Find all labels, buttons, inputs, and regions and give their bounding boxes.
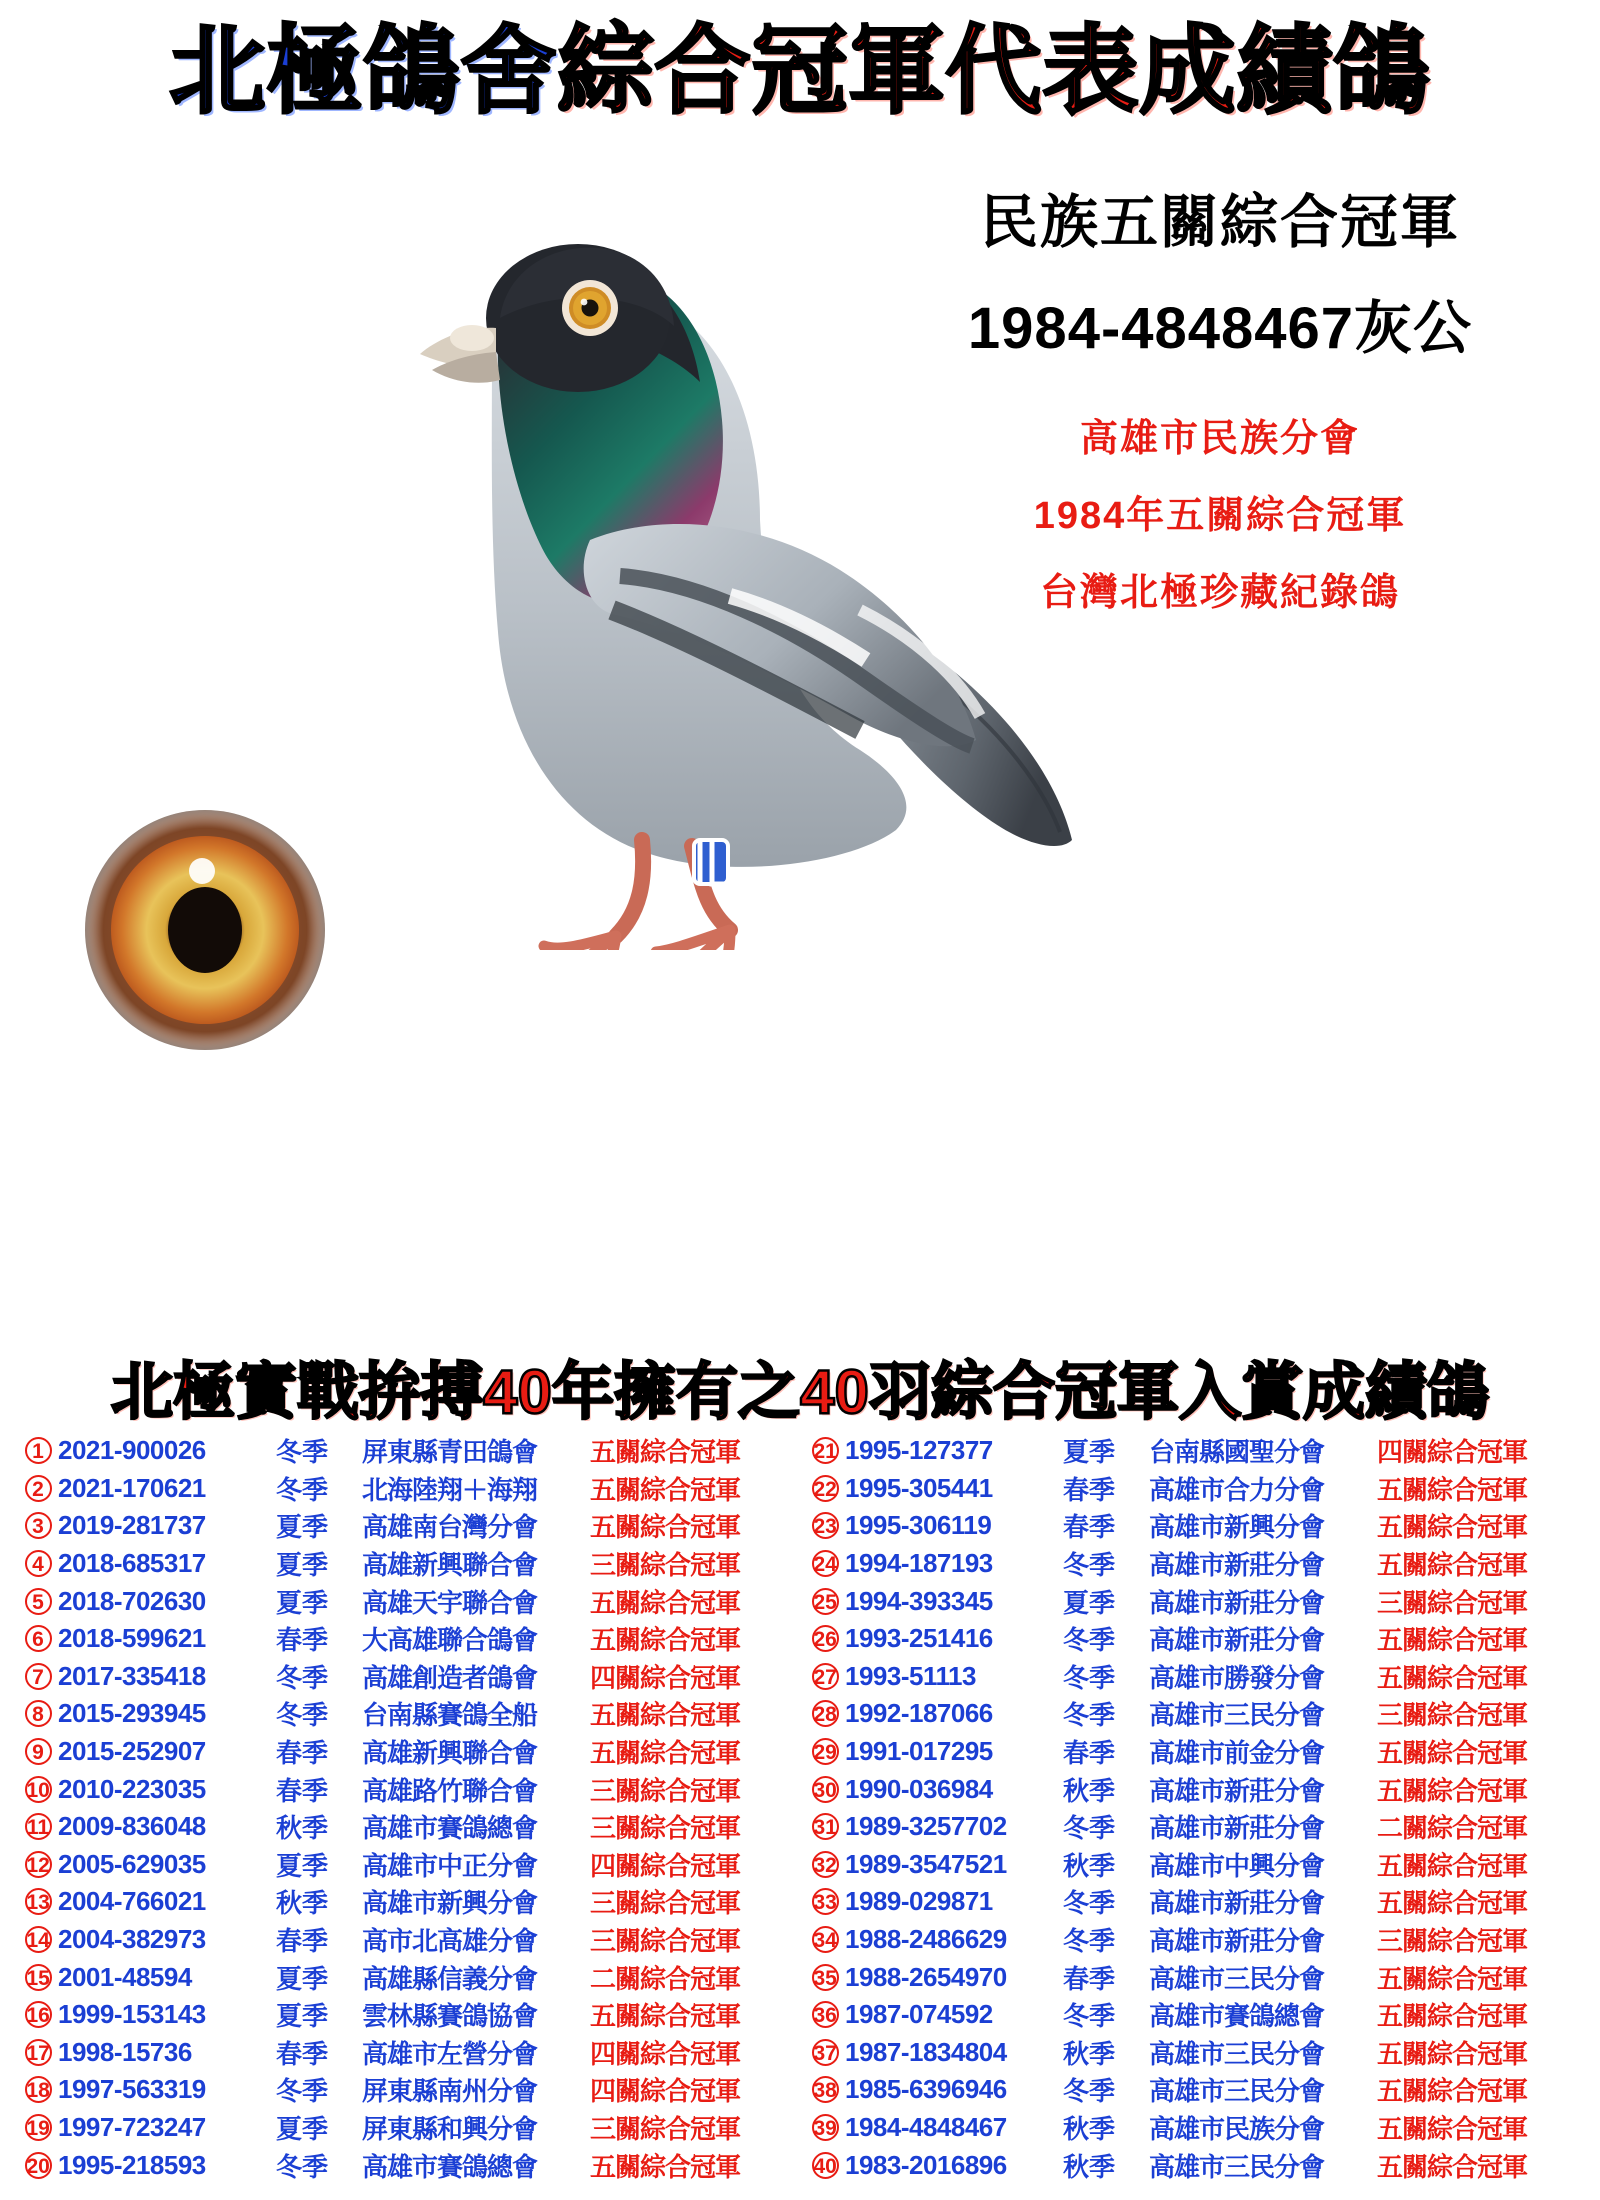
row-ring-number: 1995-218593 [58,2149,206,2180]
row-season: 春季 [276,1926,329,1957]
row-ring-number: 2005-629035 [58,1848,206,1879]
row-index [18,2114,58,2141]
table-row [805,1620,1582,1658]
row-ring-number: 2019-281737 [58,1510,206,1541]
row-index-badge: 23 [812,1512,839,1539]
table-row [805,1996,1582,2034]
row-index-badge: 37 [812,2039,839,2066]
row-season: 春季 [1063,1512,1116,1543]
row-index-badge: 35 [812,1964,839,1991]
row-club: 高雄縣信義分會 [362,1963,538,1994]
row-award: 五關綜合冠軍 [590,2151,741,2182]
row-season: 夏季 [276,2001,329,2032]
table-row [805,1582,1582,1620]
results-column-left [18,1432,795,2184]
row-award: 二關綜合冠軍 [590,1963,741,1994]
row-award: 三關綜合冠軍 [590,1550,741,1581]
row-ring-number: 2017-335418 [58,1660,206,1691]
row-award: 五關綜合冠軍 [590,1738,741,1769]
row-index [805,1588,845,1615]
row-index [18,1813,58,1840]
row-season: 秋季 [1063,1850,1116,1881]
row-index-badge: 32 [812,1851,839,1878]
row-club: 高雄市新莊分會 [1149,1625,1325,1656]
row-season: 秋季 [276,1888,329,1919]
row-season: 冬季 [1063,1625,1116,1656]
row-season: 冬季 [276,1474,329,1505]
row-award: 五關綜合冠軍 [590,1700,741,1731]
row-club: 台南縣賽鴿全船 [362,1700,538,1731]
row-award: 五關綜合冠軍 [1377,1474,1528,1505]
row-index [18,1776,58,1803]
row-ring-number: 2010-223035 [58,1773,206,1804]
row-season: 夏季 [276,1512,329,1543]
row-club: 高雄市左營分會 [362,2038,538,2069]
row-index [805,1625,845,1652]
row-award: 五關綜合冠軍 [1377,1512,1528,1543]
row-club: 高雄市新興分會 [1149,1512,1325,1543]
row-club: 高雄市新莊分會 [1149,1550,1325,1581]
row-club: 高雄新興聯合會 [362,1550,538,1581]
row-season: 夏季 [276,1963,329,1994]
bird-record-note: 台灣北極珍藏紀錄鴿 [1039,572,1400,614]
row-season: 春季 [276,1775,329,1806]
table-row [18,1996,795,2034]
row-award: 三關綜合冠軍 [590,2113,741,2144]
row-club: 屏東縣南州分會 [362,2076,538,2107]
table-row [805,1921,1582,1959]
row-index-badge: 21 [812,1437,839,1464]
row-ring-number: 1999-153143 [58,1999,206,2030]
row-index [805,2001,845,2028]
row-season: 冬季 [1063,2076,1116,2107]
row-ring-number: 1995-305441 [845,1472,993,1503]
row-award: 五關綜合冠軍 [1377,2001,1528,2032]
row-index [805,1663,845,1690]
row-season: 冬季 [1063,1700,1116,1731]
row-ring-number: 1997-723247 [58,2111,206,2142]
row-award: 三關綜合冠軍 [590,1775,741,1806]
table-row [18,2034,795,2072]
row-award: 五關綜合冠軍 [1377,1662,1528,1693]
table-row [18,1733,795,1771]
row-club: 高雄路竹聯合會 [362,1775,538,1806]
row-ring-number: 1983-2016896 [845,2149,1007,2180]
title-subject: 綜合冠軍代表成績鴿 [557,18,1431,125]
table-row [18,2109,795,2147]
row-index-badge: 38 [812,2076,839,2103]
table-row [18,1846,795,1884]
row-award: 五關綜合冠軍 [590,1437,741,1468]
row-ring-number: 1987-1834804 [845,2036,1007,2067]
row-club: 高雄市新興分會 [362,1888,538,1919]
row-index [18,2152,58,2179]
row-season: 春季 [1063,1963,1116,1994]
row-index-badge: 34 [812,1926,839,1953]
row-club: 高雄市中興分會 [1149,1850,1325,1881]
row-ring-number: 1990-036984 [845,1773,993,1804]
row-index-badge: 22 [812,1475,839,1502]
table-row [18,1808,795,1846]
row-award: 五關綜合冠軍 [1377,2151,1528,2182]
row-index [805,2114,845,2141]
row-index [18,1700,58,1727]
row-club: 屏東縣青田鴿會 [362,1437,538,1468]
row-ring-number: 1994-393345 [845,1585,993,1616]
row-ring-number: 1989-029871 [845,1886,993,1917]
title-loft-name: 北極鴿舍 [169,18,558,125]
row-award: 五關綜合冠軍 [1377,1963,1528,1994]
row-index-badge: 28 [812,1700,839,1727]
row-index-badge: 31 [812,1813,839,1840]
row-award: 五關綜合冠軍 [590,1474,741,1505]
table-row [805,1883,1582,1921]
row-index-badge: 18 [25,2076,52,2103]
row-season: 夏季 [1063,1587,1116,1618]
row-index-badge: 19 [25,2114,52,2141]
row-index [18,1588,58,1615]
row-season: 秋季 [1063,1775,1116,1806]
row-index [18,1888,58,1915]
row-index [805,1437,845,1464]
row-season: 秋季 [1063,2151,1116,2182]
row-club: 高雄市新莊分會 [1149,1813,1325,1844]
row-club: 高雄市中正分會 [362,1850,538,1881]
row-index-badge: 16 [25,2001,52,2028]
row-award: 四關綜合冠軍 [590,1850,741,1881]
row-season: 冬季 [276,1700,329,1731]
row-index [805,1512,845,1539]
row-club: 高雄市三民分會 [1149,2038,1325,2069]
row-ring-number: 1988-2486629 [845,1924,1007,1955]
row-index-badge: 14 [25,1926,52,1953]
row-club: 高雄市三民分會 [1149,2151,1325,2182]
row-club: 屏東縣和興分會 [362,2113,538,2144]
table-row [18,1658,795,1696]
row-index-badge: 5 [25,1588,52,1615]
row-ring-number: 1991-017295 [845,1736,993,1767]
row-season: 冬季 [1063,2001,1116,2032]
table-row [18,1770,795,1808]
row-season: 秋季 [276,1813,329,1844]
row-index [805,1700,845,1727]
table-row [805,1846,1582,1884]
row-club: 高雄市新莊分會 [1149,1775,1325,1806]
row-ring-number: 2004-766021 [58,1886,206,1917]
row-season: 春季 [276,2038,329,2069]
row-award: 三關綜合冠軍 [1377,1700,1528,1731]
row-award: 二關綜合冠軍 [1377,1813,1528,1844]
table-row [805,2109,1582,2147]
row-ring-number: 2021-900026 [58,1435,206,1466]
row-index [18,2076,58,2103]
eye-highlight [189,858,215,884]
results-section-title-text: 北極實戰拚搏40年擁有之40羽綜合冠軍入賞成績鴿 [111,1358,1489,1427]
row-season: 冬季 [1063,1813,1116,1844]
row-ring-number: 2015-293945 [58,1698,206,1729]
row-club: 高雄市三民分會 [1149,1963,1325,1994]
row-season: 冬季 [1063,1926,1116,1957]
row-index [18,1663,58,1690]
row-club: 大高雄聯合鴿會 [362,1625,538,1656]
row-index [805,2152,845,2179]
row-index [805,1475,845,1502]
row-award: 五關綜合冠軍 [1377,2076,1528,2107]
page-title [0,12,1600,132]
bird-info-block [860,175,1580,638]
row-index-badge: 1 [25,1437,52,1464]
table-row [18,2071,795,2109]
row-index-badge: 17 [25,2039,52,2066]
table-row [18,2146,795,2184]
row-index [18,1926,58,1953]
row-club: 高雄南台灣分會 [362,1512,538,1543]
row-season: 夏季 [276,1587,329,1618]
row-index-badge: 3 [25,1512,52,1539]
row-index [18,1550,58,1577]
table-row [805,1770,1582,1808]
row-index [18,1437,58,1464]
row-club: 高雄市新莊分會 [1149,1587,1325,1618]
table-row [805,1545,1582,1583]
row-index-badge: 6 [25,1625,52,1652]
row-season: 冬季 [1063,1550,1116,1581]
row-index-badge: 9 [25,1738,52,1765]
row-ring-number: 2018-599621 [58,1623,206,1654]
row-award: 三關綜合冠軍 [590,1926,741,1957]
row-index [18,1964,58,1991]
row-index-badge: 24 [812,1550,839,1577]
table-row [805,1733,1582,1771]
row-ring-number: 1993-251416 [845,1623,993,1654]
row-index-badge: 29 [812,1738,839,1765]
row-ring-number: 1988-2654970 [845,1961,1007,1992]
row-club: 高雄新興聯合會 [362,1738,538,1769]
row-award: 五關綜合冠軍 [590,2001,741,2032]
table-row [805,1808,1582,1846]
row-index [805,1926,845,1953]
row-club: 高雄市賽鴿總會 [362,1813,538,1844]
row-season: 冬季 [276,1662,329,1693]
row-index [805,2076,845,2103]
row-award: 三關綜合冠軍 [590,1813,741,1844]
row-club: 高雄市勝發分會 [1149,1662,1325,1693]
row-index-badge: 25 [812,1588,839,1615]
row-season: 冬季 [276,2076,329,2107]
row-season: 春季 [1063,1738,1116,1769]
row-ring-number: 1984-4848467 [845,2111,1007,2142]
row-club: 高市北高雄分會 [362,1926,538,1957]
table-row [18,1620,795,1658]
row-index [805,1813,845,1840]
results-column-right [805,1432,1582,2184]
row-index-badge: 26 [812,1625,839,1652]
bird-achievement: 1984年五關綜合冠軍 [1033,495,1407,537]
results-table [18,1432,1582,2184]
row-index-badge: 2 [25,1475,52,1502]
row-club: 高雄市前金分會 [1149,1738,1325,1769]
row-index-badge: 36 [812,2001,839,2028]
row-season: 冬季 [276,1437,329,1468]
table-row [18,1958,795,1996]
row-season: 春季 [1063,1474,1116,1505]
row-ring-number: 2015-252907 [58,1736,206,1767]
row-season: 夏季 [276,1550,329,1581]
row-ring-number: 1987-074592 [845,1999,993,2030]
row-club: 高雄市新莊分會 [1149,1926,1325,1957]
row-index-badge: 20 [25,2152,52,2179]
row-club: 高雄市合力分會 [1149,1474,1325,1505]
table-row [805,1958,1582,1996]
row-club: 高雄天宇聯合會 [362,1587,538,1618]
row-index [805,1776,845,1803]
row-index [18,2039,58,2066]
row-ring-number: 1989-3257702 [845,1811,1007,1842]
row-index [18,1738,58,1765]
row-season: 夏季 [1063,1437,1116,1468]
row-award: 三關綜合冠軍 [1377,1926,1528,1957]
row-season: 冬季 [1063,1662,1116,1693]
row-award: 五關綜合冠軍 [1377,2113,1528,2144]
row-index-badge: 4 [25,1550,52,1577]
row-season: 冬季 [1063,1888,1116,1919]
row-index [18,1512,58,1539]
row-index [805,2039,845,2066]
row-ring-number: 2004-382973 [58,1924,206,1955]
row-award: 五關綜合冠軍 [1377,1738,1528,1769]
results-section-title [0,1342,1600,1431]
row-index [805,1550,845,1577]
row-season: 夏季 [276,2113,329,2144]
row-ring-number: 2018-702630 [58,1585,206,1616]
row-season: 冬季 [276,2151,329,2182]
table-row [18,1507,795,1545]
row-index-badge: 10 [25,1776,52,1803]
row-ring-number: 1998-15736 [58,2036,192,2067]
row-season: 春季 [276,1625,329,1656]
table-row [805,1507,1582,1545]
row-index [805,1888,845,1915]
row-club: 高雄市新莊分會 [1149,1888,1325,1919]
table-row [18,1883,795,1921]
row-index [805,1738,845,1765]
row-club: 北海陸翔＋海翔 [362,1474,538,1505]
row-index-badge: 40 [812,2152,839,2179]
row-index-badge: 11 [25,1813,52,1840]
bird-ring-number: 1984-4848467灰公 [967,296,1473,361]
row-index [805,1851,845,1878]
row-award: 四關綜合冠軍 [590,1662,741,1693]
table-row [805,1695,1582,1733]
row-award: 四關綜合冠軍 [590,2076,741,2107]
row-award: 五關綜合冠軍 [1377,1775,1528,1806]
row-index-badge: 7 [25,1663,52,1690]
row-award: 三關綜合冠軍 [590,1888,741,1919]
table-row [18,1921,795,1959]
row-index-badge: 33 [812,1888,839,1915]
table-row [805,1658,1582,1696]
row-ring-number: 1992-187066 [845,1698,993,1729]
row-club: 台南縣國聖分會 [1149,1437,1325,1468]
table-row [805,2146,1582,2184]
row-season: 春季 [276,1738,329,1769]
row-ring-number: 1993-51113 [845,1660,976,1691]
row-season: 秋季 [1063,2038,1116,2069]
row-ring-number: 1995-127377 [845,1435,993,1466]
row-club: 高雄市賽鴿總會 [1149,2001,1325,2032]
table-row [805,2034,1582,2072]
row-award: 五關綜合冠軍 [590,1512,741,1543]
row-index-badge: 12 [25,1851,52,1878]
row-season: 秋季 [1063,2113,1116,2144]
bird-title: 民族五關綜合冠軍 [979,190,1460,255]
row-index-badge: 27 [812,1663,839,1690]
row-club: 高雄市三民分會 [1149,1700,1325,1731]
row-ring-number: 1995-306119 [845,1510,992,1541]
table-row [18,1470,795,1508]
table-row [18,1695,795,1733]
row-award: 四關綜合冠軍 [590,2038,741,2069]
row-award: 五關綜合冠軍 [1377,2038,1528,2069]
row-index-badge: 30 [812,1776,839,1803]
bird-club: 高雄市民族分會 [1079,418,1360,460]
row-club: 高雄市民族分會 [1149,2113,1325,2144]
row-ring-number: 2018-685317 [58,1548,206,1579]
row-award: 五關綜合冠軍 [590,1625,741,1656]
row-index [18,1475,58,1502]
row-club: 高雄市賽鴿總會 [362,2151,538,2182]
row-club: 雲林縣賽鴿協會 [362,2001,538,2032]
table-row [805,2071,1582,2109]
row-award: 五關綜合冠軍 [1377,1625,1528,1656]
row-ring-number: 1985-6396946 [845,2074,1007,2105]
row-index [18,1625,58,1652]
row-ring-number: 2009-836048 [58,1811,206,1842]
row-index-badge: 8 [25,1700,52,1727]
row-award: 五關綜合冠軍 [1377,1888,1528,1919]
row-index-badge: 39 [812,2114,839,2141]
row-index-badge: 15 [25,1964,52,1991]
row-index [18,1851,58,1878]
row-ring-number: 1997-563319 [58,2074,206,2105]
row-award: 四關綜合冠軍 [1377,1437,1528,1468]
row-ring-number: 1994-187193 [845,1548,993,1579]
row-club: 高雄創造者鴿會 [362,1662,538,1693]
row-index [805,1964,845,1991]
row-index-badge: 13 [25,1888,52,1915]
row-club: 高雄市三民分會 [1149,2076,1325,2107]
eye-closeup-photo [85,810,325,1050]
row-season: 夏季 [276,1850,329,1881]
row-award: 五關綜合冠軍 [1377,1550,1528,1581]
row-index [18,2001,58,2028]
table-row [805,1432,1582,1470]
row-award: 五關綜合冠軍 [1377,1850,1528,1881]
row-award: 五關綜合冠軍 [590,1587,741,1618]
row-award: 三關綜合冠軍 [1377,1587,1528,1618]
table-row [18,1432,795,1470]
eye-pupil [168,887,242,973]
row-ring-number: 2021-170621 [58,1472,206,1503]
row-ring-number: 2001-48594 [58,1961,192,1992]
table-row [18,1582,795,1620]
table-row [18,1545,795,1583]
row-ring-number: 1989-3547521 [845,1848,1007,1879]
table-row [805,1470,1582,1508]
